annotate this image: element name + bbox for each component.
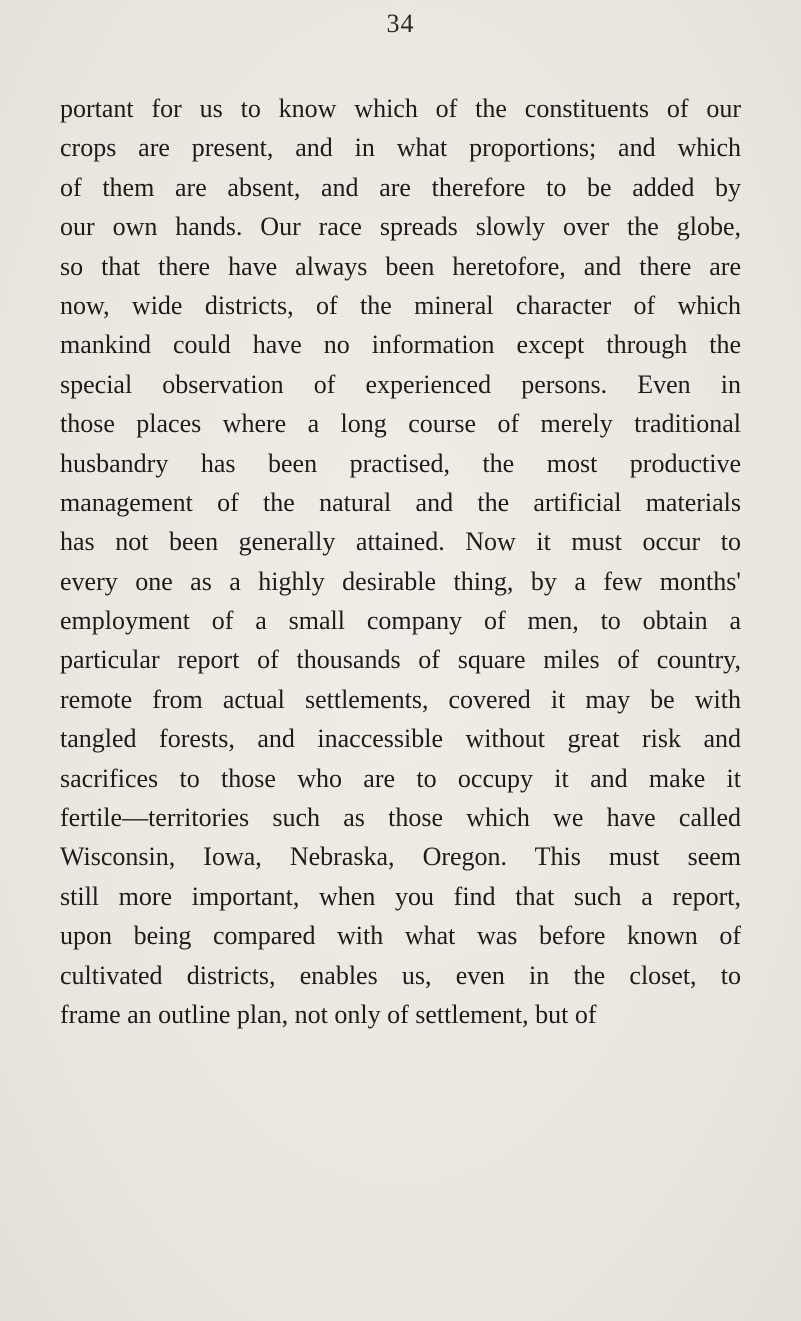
text-line: husbandry has been practised, the most productive [60, 448, 741, 478]
text-line: sacrifices to those who are to occupy it and make it [60, 763, 741, 793]
text-line: Wisconsin, Iowa, Nebraska, Oregon. This must seem [60, 842, 741, 872]
text-line: special observation of experienced persons. Even in [60, 369, 741, 399]
text-line: our own hands. Our race spreads slowly over the globe, [60, 212, 741, 242]
text-line: so that there have always been heretofore, and there are [60, 251, 741, 281]
text-line: employment of a small company of men, to obtain a [60, 606, 741, 636]
text-line: those places where a long course of merely traditional [60, 409, 741, 439]
text-line: remote from actual settlements, covered it may be with [60, 684, 741, 714]
text-line: has not been generally attained. Now it must occur to [60, 527, 741, 557]
text-line: of them are absent, and are therefore to be added by [60, 172, 741, 202]
body-text [60, 89, 741, 1034]
text-line: still more important, when you find that such a report, [60, 881, 741, 911]
text-line: upon being compared with what was before known of [60, 921, 741, 951]
text-line: particular report of thousands of square miles of country, [60, 645, 741, 675]
text-line: management of the natural and the artificial materials [60, 487, 741, 517]
text-line: frame an outline plan, not only of settlement, but of [60, 999, 597, 1029]
text-line: cultivated districts, enables us, even in the closet, to [60, 960, 741, 990]
text-line: tangled forests, and inaccessible without great risk and [60, 724, 741, 754]
text-line: now, wide districts, of the mineral character of which [60, 290, 741, 320]
text-line: crops are present, and in what proportions; and which [60, 133, 741, 163]
text-line: fertile—territories such as those which we have called [60, 803, 741, 833]
text-line: mankind could have no information except through the [60, 330, 741, 360]
text-line: portant for us to know which of the constituents of our [60, 94, 741, 123]
text-line: every one as a highly desirable thing, by a few months' [60, 566, 741, 596]
page-number: 34 [386, 9, 415, 38]
